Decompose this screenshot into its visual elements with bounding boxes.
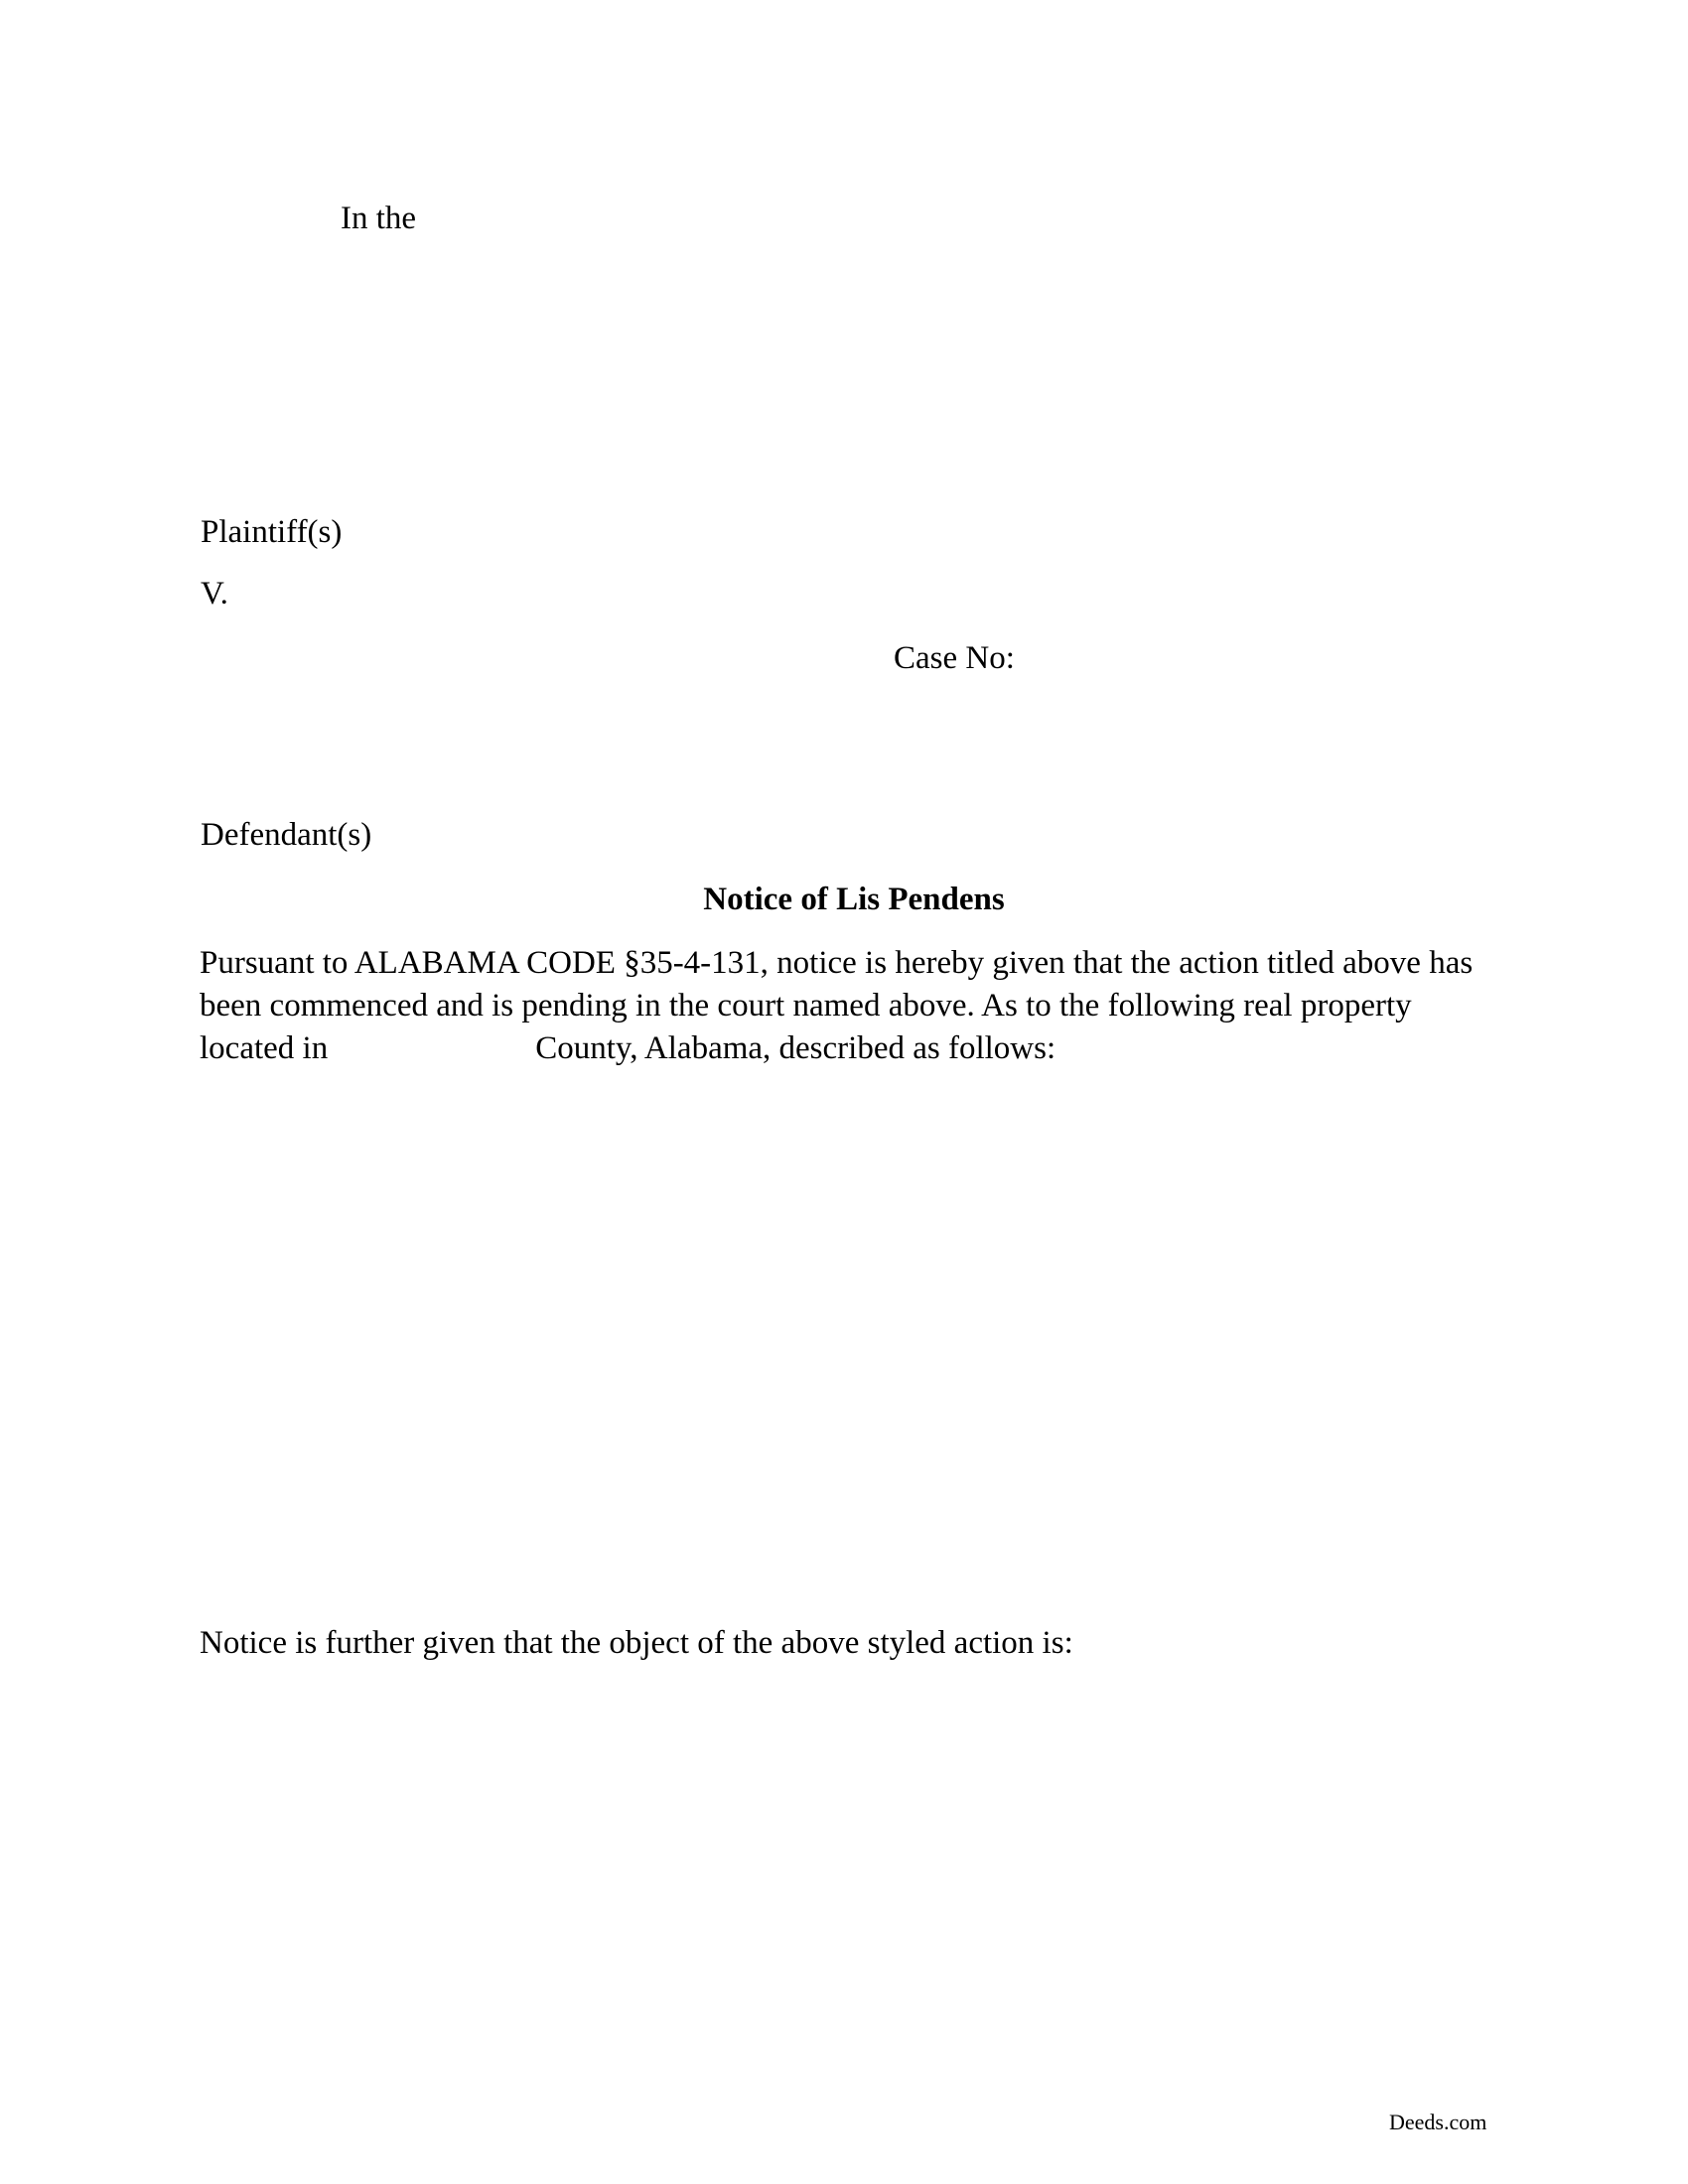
plaintiff-label: Plaintiff(s) — [201, 514, 343, 550]
located-in-text: located in — [200, 1030, 329, 1066]
footer-brand: Deeds.com — [1389, 2110, 1487, 2134]
case-number-label: Case No: — [894, 640, 1015, 676]
county-alabama-text: County, Alabama, described as follows: — [535, 1030, 1056, 1066]
document-title: Notice of Lis Pendens — [703, 882, 1005, 917]
paragraph-line-1: Pursuant to ALABAMA CODE §35-4-131, notice is hereby given that the action titled above has — [200, 945, 1474, 981]
court-name-line: In the — [341, 201, 417, 236]
paragraph-line-3 — [200, 1032, 1055, 1065]
versus-label: V. — [201, 576, 228, 612]
action-object-paragraph: Notice is further given that the object of the above styled action is: — [200, 1625, 1073, 1661]
paragraph-line-2: been commenced and is pending in the court named above. As to the following real property — [200, 988, 1412, 1024]
defendant-label: Defendant(s) — [201, 817, 372, 853]
